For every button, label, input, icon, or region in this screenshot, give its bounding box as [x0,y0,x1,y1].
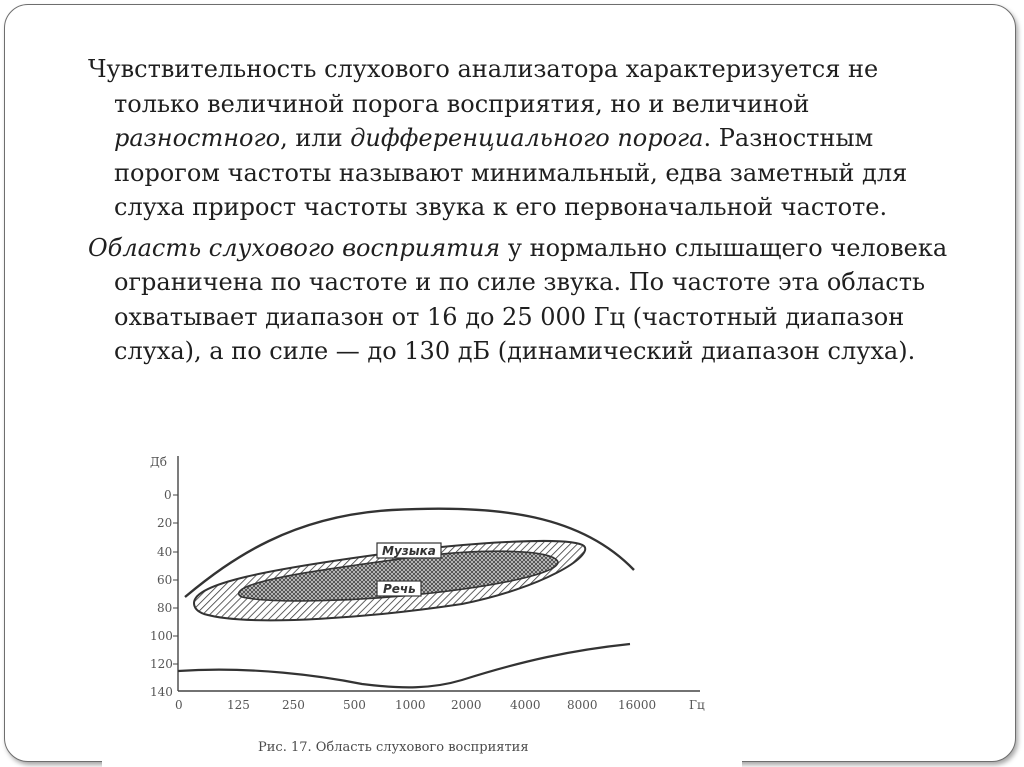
y-tick-60: 60 [157,573,173,587]
x-tick-125: 125 [227,698,250,712]
y-tick-20: 20 [157,516,173,530]
paragraph-sensitivity [88,52,968,225]
y-tick-120: 120 [150,657,173,671]
slide-text [88,52,968,375]
y-axis-unit: Дб [150,455,167,469]
p1-text-3: . Разностным порогом частоты называют минимальный, едва заметный для слуха прирост частоты звука к его первоначальной частоте. [114,124,908,221]
y-tick-40: 40 [157,545,173,559]
paragraph-hearing-area [88,231,968,369]
x-tick-250: 250 [282,698,305,712]
hearing-area-figure [102,446,742,767]
x-tick-4000: 4000 [510,698,541,712]
x-axis-unit: Гц [689,698,705,712]
hearing-threshold-curve [178,644,630,687]
p1-text-2: , или [280,124,351,152]
p1-italic-difference: разностного [114,124,281,152]
p1-italic-differential: дифференциального порога [350,124,704,152]
x-tick-1000: 1000 [395,698,426,712]
y-tick-80: 80 [157,601,173,615]
y-tick-0: 0 [164,488,172,502]
p2-italic-area: Область слухового восприятия [88,233,501,262]
x-tick-8000: 8000 [567,698,598,712]
y-tick-marks [173,495,178,664]
music-label: Музыка [382,544,436,558]
speech-label: Речь [383,582,416,596]
p2-text-1: у нормально слышащего человека ограничена по частоте и по силе звука. По частоте эта область охватывает диапазон от 16 до 25 000 Гц (частотный диапазон слуха), а по силе — до 130 дБ (динамический диапазон слуха). [114,233,948,365]
p1-text-1: Чувствительность слухового анализатора характеризуется не только величиной порога восприятия, но и величиной [88,55,879,118]
y-tick-100: 100 [150,629,173,643]
figure-caption: Рис. 17. Область слухового восприятия [258,740,529,755]
y-tick-140: 140 [150,685,173,699]
hearing-area-diagram [102,446,742,767]
x-tick-2000: 2000 [451,698,482,712]
x-tick-500: 500 [343,698,366,712]
x-tick-0: 0 [175,698,183,712]
x-tick-16000: 16000 [618,698,657,712]
